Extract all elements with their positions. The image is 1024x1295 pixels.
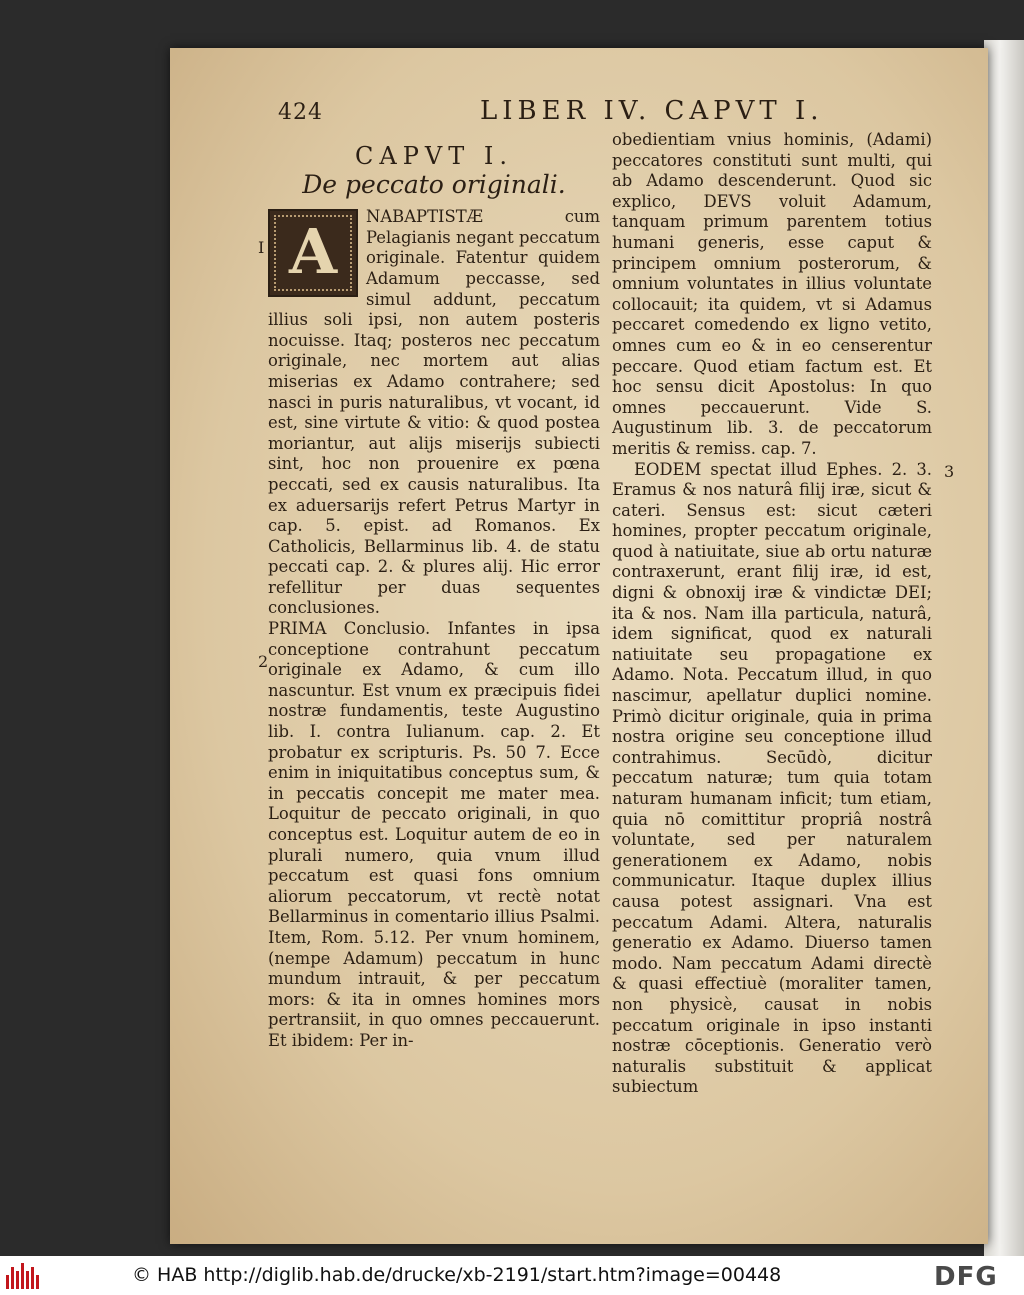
margin-number-3: 3 [944, 462, 955, 481]
page-number: 424 [278, 100, 323, 125]
dfg-logo: DFG [934, 1262, 998, 1292]
right-column [612, 130, 932, 1098]
paragraph-1: NABAPTISTÆ cum Pelagianis negant peccatum originale. Fatentur quidem Adamum peccasse, sed simul addunt, peccatum illius soli ipsi, non autem posteris nocuisse. Itaq; posteros nec peccatum originale, nec mortem aut alias miserias ex Adamo contrahere; sed nasci in puris naturalibus, vt vocant, id est, sine virtute & vitio: & quod postea moriantur, aut alijs miserijs subiecti sint, hoc non prouenire ex pœna peccati, sed ex causis naturalibus. Ita ex aduersarijs refert Petrus Martyr in cap. 5. epist. ad Romanos. Ex Catholicis, Bellarminus lib. 4. de statu peccati cap. 2. & plures alij. Hic error refellitur per duas sequentes conclusiones. [268, 207, 600, 618]
margin-number-1: I [258, 238, 265, 257]
running-head [278, 96, 938, 130]
margin-number-2: 2 [258, 652, 269, 671]
running-head-title: LIBER IV. CAPVT I. [480, 96, 824, 126]
footer-bar [0, 1256, 1024, 1295]
paragraph-4: EODEM spectat illud Ephes. 2. 3. Eramus & nos naturâ filij iræ, sicut & cateri. Sensus est: sicut cæteri homines, propter peccatum originale, quod à natiuitate, siue ab ortu naturæ contraxerunt, erant filij iræ, id est, digni & obnoxij iræ & vindictæ DEI; ita & nos. Nam illa particula, naturâ, idem significat, quod ex naturali natiuitate seu propagatione ex Adamo. Nota. Peccatum illud, in quo nascimur, apellatur duplici nomine. Primò dicitur originale, quia in prima nostra origine seu conceptione illud contrahimus. Secūdò, dicitur peccatum naturæ; tum quia totam naturam humanam inficit; tum etiam, quia nō comittitur propriâ nostrâ voluntate, sed per naturalem generationem ex Adamo, nobis communicatur. Itaque duplex illius causa potest assignari. Vna est peccatum Adami. Altera, naturalis generatio ex Adamo. Diuerso tamen modo. Nam peccatum Adami directè & quasi effectiuè (moraliter tamen, non physicè, causat in nobis peccatum originale in ipso instanti nostræ cōceptionis. Generatio verò naturalis substituit & applicat subiectum [612, 459, 932, 1097]
footer-source-link[interactable]: © HAB http://diglib.hab.de/drucke/xb-2191/start.htm?image=00448 [132, 1264, 782, 1286]
decorated-initial [268, 209, 358, 297]
left-column [268, 130, 600, 1052]
next-page-edge [984, 40, 1024, 1256]
initial-letter: A [288, 215, 338, 289]
chapter-title: CAPVT I. [355, 142, 513, 170]
chapter-subtitle: De peccato originali. [302, 169, 566, 199]
paragraph-2: PRIMA Conclusio. Infantes in ipsa conceptione contrahunt peccatum originale ex Adamo, & cum illo nascuntur. Est vnum ex præcipuis fidei nostræ fundamentis, teste Augustino lib. I. contra Iulianum. cap. 2. Et probatur ex scripturis. Ps. 50 7. Ecce enim in iniquitatibus conceptus sum, & in peccatis concepit me mater mea. Loquitur de peccato originali, in quo conceptus est. Loquitur autem de eo in plurali numero, quia vnum illud peccatum est quasi fons omnium aliorum peccatorum, vt rectè notat Bellarminus in comentario illius Psalmi. Item, Rom. 5.12. Per vnum hominem, (nempe Adamum) peccatum in hunc mundum intrauit, & per peccatum mors: & ita in omnes homines mors pertransiit, in quo omnes peccauerunt. Et ibidem: Per in- [268, 619, 600, 1050]
paragraph-3: obedientiam vnius hominis, (Adami) peccatores constituti sunt multi, qui ab Adamo descenderunt. Quod sic explico, DEVS voluit Adamum, tanquam primum parentem totius humani generis, esse caput & principem omnium posterorum, & omnium voluntates in illius voluntate collocauit; ita quidem, vt si Adamus peccaret comedendo ex ligno vetito, omnes cum eo & in eo censerentur peccare. Quod etiam factum est. Et hoc sensu dicit Apostolus: In quo omnes peccauerunt. Vide S. Augustinum lib. 3. de peccatorum meritis & remiss. cap. 7. [612, 130, 932, 458]
hab-logo-icon [6, 1263, 38, 1289]
